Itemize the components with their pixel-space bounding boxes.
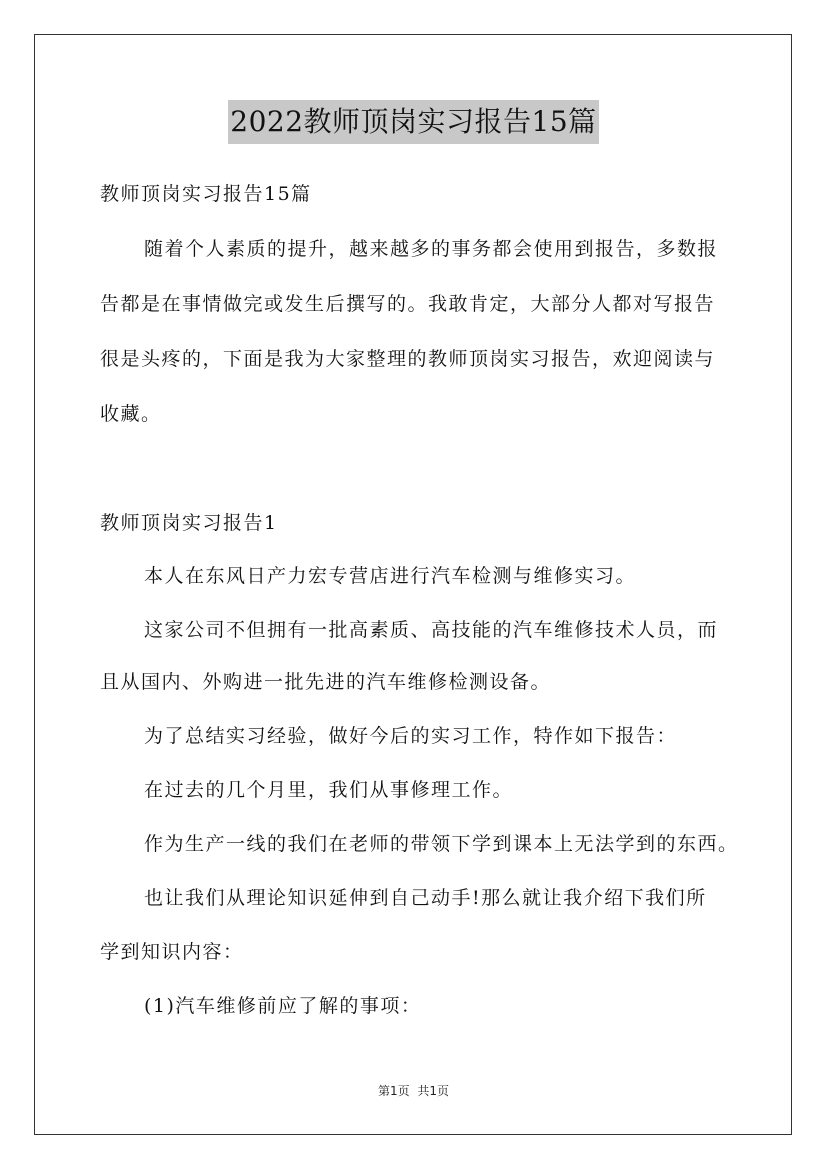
intro-line-1: 随着个人素质的提升，越来越多的事务都会使用到报告，多数报: [144, 238, 719, 260]
body-line-3: 且从国内、外购进一批先进的汽车维修检测设备。: [100, 671, 552, 693]
page-footer: [0, 1083, 827, 1099]
body-line-7: 也让我们从理论知识延伸到自己动手!那么就让我介绍下我们所: [144, 887, 707, 909]
section-heading: 教师顶岗实习报告1: [100, 512, 278, 534]
document-subtitle: 教师顶岗实习报告15篇: [100, 183, 312, 205]
document-title: 2022教师顶岗实习报告15篇: [228, 100, 598, 144]
intro-line-4: 收藏。: [100, 403, 162, 425]
body-line-5: 在过去的几个月里，我们从事修理工作。: [144, 779, 514, 801]
title-container: [0, 100, 827, 144]
body-line-2: 这家公司不但拥有一批高素质、高技能的汽车维修技术人员，而: [144, 619, 719, 641]
page-number: 第1页: [377, 1084, 410, 1098]
body-line-6: 作为生产一线的我们在老师的带领下学到课本上无法学到的东西。: [144, 833, 739, 855]
intro-line-3: 很是头疼的，下面是我为大家整理的教师顶岗实习报告，欢迎阅读与: [100, 348, 716, 370]
body-line-9: (1)汽车维修前应了解的事项：: [144, 995, 422, 1017]
body-line-1: 本人在东风日产力宏专营店进行汽车检测与维修实习。: [144, 565, 637, 587]
body-line-4: 为了总结实习经验，做好今后的实习工作，特作如下报告：: [144, 725, 678, 747]
page-total: 共1页: [417, 1084, 450, 1098]
intro-line-2: 告都是在事情做完或发生后撰写的。我敢肯定，大部分人都对写报告: [100, 293, 716, 315]
body-line-8: 学到知识内容：: [100, 941, 244, 963]
